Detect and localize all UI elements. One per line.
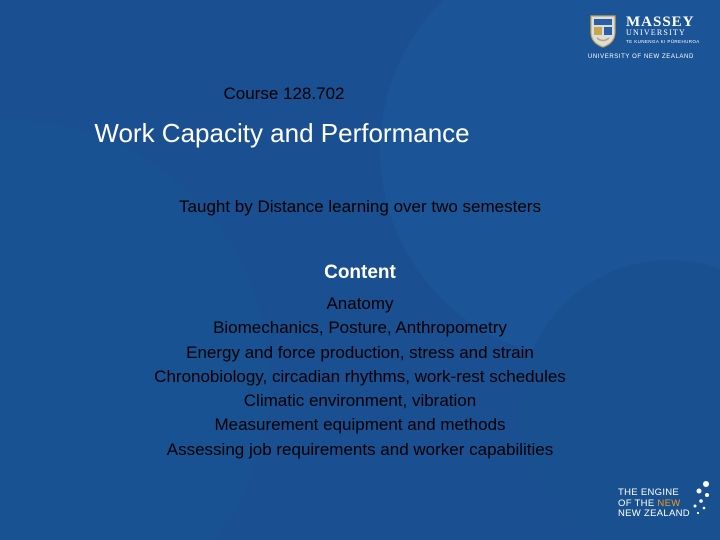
list-item: Assessing job requirements and worker capabilities (166, 439, 554, 459)
massey-logo (588, 12, 710, 62)
course-code: Course 128.702 (223, 84, 345, 103)
list-item: Energy and force production, stress and strain (186, 342, 534, 362)
logo-name: MASSEY (626, 14, 695, 30)
logo-subtitle: UNIVERSITY (626, 28, 686, 37)
list-item: Biomechanics, Posture, Anthropometry (213, 318, 507, 338)
engine-line-2-prefix: OF THE (618, 497, 658, 509)
crest-icon (588, 12, 618, 48)
engine-line-1: THE ENGINE (618, 487, 680, 498)
logo-tagline: UNIVERSITY OF NEW ZEALAND (588, 54, 694, 60)
dots-icon (690, 478, 714, 518)
content-heading: Content (324, 262, 396, 283)
list-item: Measurement equipment and methods (214, 415, 506, 435)
engine-line-3: NEW ZEALAND (618, 508, 690, 519)
content-list (0, 292, 720, 462)
engine-line-2-highlight: NEW (657, 497, 681, 509)
list-item: Climatic environment, vibration (243, 391, 477, 411)
slide-title: Work Capacity and Performance (94, 118, 470, 148)
list-item: Anatomy (326, 294, 394, 313)
list-item: Chronobiology, circadian rhythms, work-rest schedules (154, 366, 566, 386)
taught-note: Taught by Distance learning over two semesters (179, 197, 541, 216)
engine-tagline (618, 488, 690, 520)
logo-maori-text: TE KUNENGA KI PŪREHUROA (626, 39, 700, 44)
